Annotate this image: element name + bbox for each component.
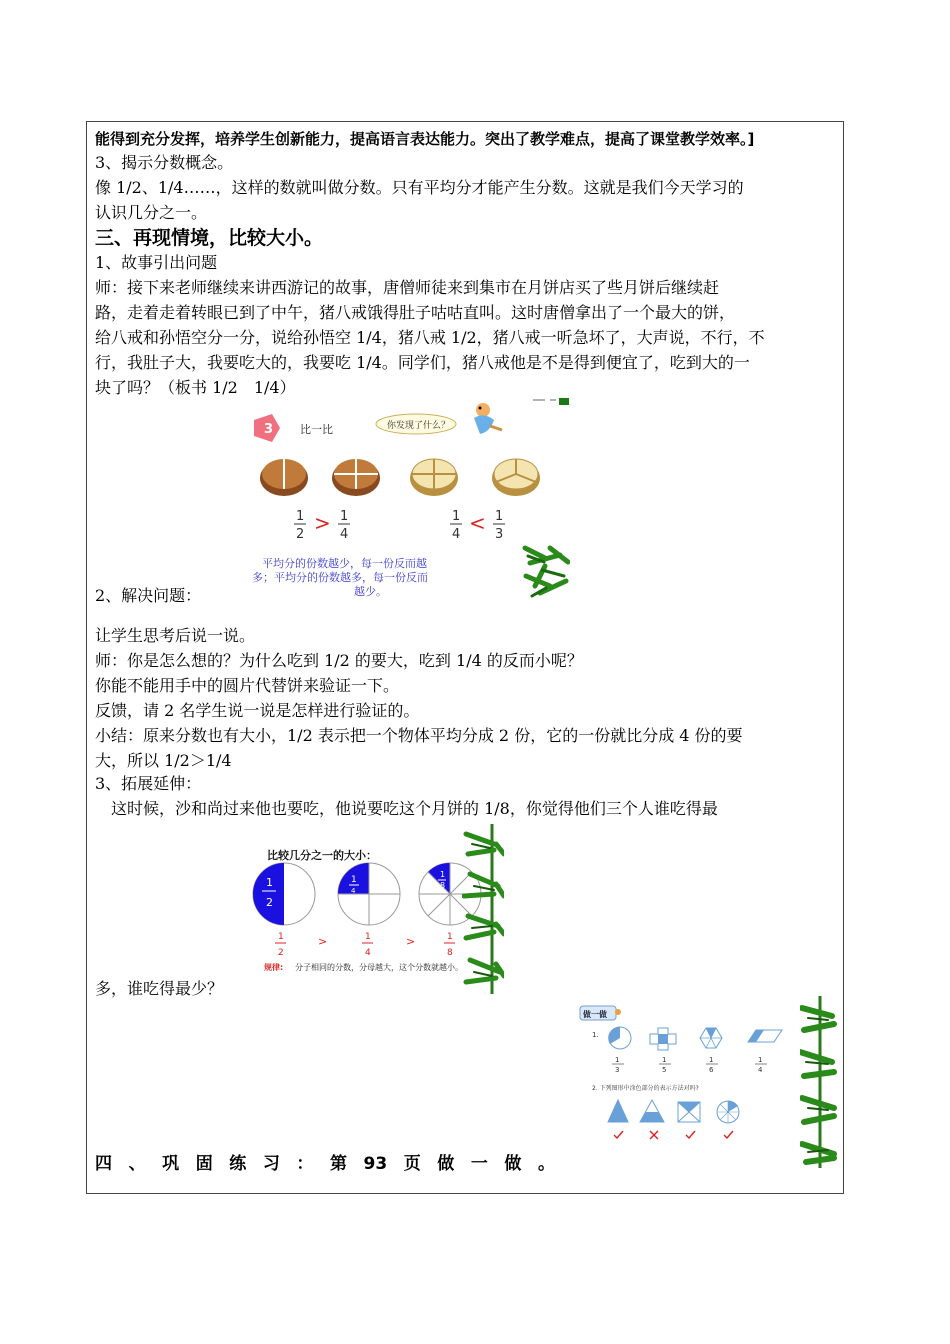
fraction-den: 2 [296,527,305,542]
text-line: 这时候，沙和尚过来他也要吃，他说要吃这个月饼的 1/8，你觉得他们三个人谁吃得最 [95,799,718,818]
svg-text:8: 8 [440,881,446,890]
svg-text:1: 1 [615,1056,620,1064]
svg-text:1.: 1. [592,1031,599,1039]
text-line: 2、解决问题： [95,586,202,605]
svg-text:1: 1 [351,875,357,885]
practice-heading-char: 习 [262,1154,280,1174]
text-line: 1、故事引出问题 [95,253,218,272]
circle-thirds-shape [608,1027,631,1049]
svg-text:1: 1 [662,1056,667,1064]
bamboo-leaves-icon [462,824,504,994]
mooncake-quarter-icon [332,459,380,496]
text-line: 大，所以 1/2＞1/4 [95,751,232,770]
exercise-figure [578,1000,798,1145]
practice-heading-char: 页 [403,1154,421,1174]
practice-heading-char: 一 [470,1154,488,1174]
bubble-text: 你发现了什么？ [387,421,451,431]
compare-sign: > [314,511,331,535]
fraction-num: 1 [495,509,504,524]
fraction-den: 2 [278,948,284,958]
rule-label: 规律: [264,963,284,972]
text-line: 反馈，请 2 名学生说一说是怎样进行验证的。 [95,701,420,720]
square-x-shape [678,1102,700,1122]
svg-text:2: 2 [266,896,273,909]
svg-text:4: 4 [351,887,356,895]
fraction-num: 1 [278,932,284,942]
fraction-den: 4 [340,527,349,542]
badge-number: 3 [264,422,274,437]
practice-heading-char: ： [296,1154,314,1174]
bamboo-leaves-icon [800,996,838,1168]
compare-sign: > [318,935,328,948]
compare-title: 比一比 [300,423,333,436]
rule-note: 越少。 [354,585,387,598]
practice-heading [95,1152,555,1176]
text-line: 给八戒和孙悟空分一分，说给孙悟空 1/4，猪八戒 1/2，猪八戒一听急坏了，大声说，不行，不 [95,328,765,347]
text-line: 路，走着走着转眼已到了中午，猪八戒饿得肚子咕咕直叫。这时唐僧拿出了一个最大的饼， [95,303,736,322]
practice-heading-char: 、 [128,1154,146,1174]
svg-text:1: 1 [266,876,273,889]
text-line: 师：接下来老师继续来讲西游记的故事，唐僧师徒来到集市在月饼店买了些月饼后继续赶 [95,278,720,297]
fraction-den: 4 [452,527,461,542]
figure-title: 比较几分之一的大小： [267,849,377,862]
fraction-den: 8 [447,948,453,958]
svg-text:1: 1 [709,1056,714,1064]
text-line: 块了吗？（板书 1/2 1/4） [95,378,296,397]
parallelogram-shape [748,1030,782,1042]
svg-text:1: 1 [758,1056,763,1064]
hexagon-shape [700,1028,722,1048]
text-line: 像 1/2、1/4……，这样的数就叫做分数。只有平均分才能产生分数。这就是我们今天学习的 [95,178,744,197]
rule-note: 平均分的份数越少，每一份反而越 [262,557,427,570]
practice-heading-char: 四 [95,1154,112,1174]
cross-shape [650,1028,676,1050]
svg-text:5: 5 [662,1066,667,1074]
circle-quarter [338,863,400,925]
compare-sign: > [406,935,416,948]
text-line: 让学生思考后说一说。 [95,626,256,645]
check-marks [614,1131,733,1139]
practice-heading-char: 93 [363,1154,388,1174]
practice-heading-char: 巩 [162,1154,180,1174]
text-line: 小结：原来分数也有大小，1/2 表示把一个物体平均分成 2 份，它的一份就比分成 4 份的要 [95,726,743,745]
svg-text:4: 4 [758,1066,763,1074]
fraction-num: 1 [447,932,453,942]
fraction-num: 1 [340,509,349,524]
circle-sixths-shape [717,1101,739,1123]
circle-half [253,863,315,925]
practice-heading-char: 固 [195,1154,213,1174]
text-line: 师：你是怎么想的？为什么吃到 1/2 的要大，吃到 1/4 的反而小呢？ [95,651,583,670]
pencil-icon [615,1009,621,1015]
svg-text:3: 3 [615,1066,620,1074]
section-heading: 三、再现情境，比较大小。 [95,227,324,249]
text-line: 行，我肚子大，我要吃大的，我要吃 1/4。同学们，猪八戒他是不是得到便宜了，吃到大的一 [95,353,750,372]
fraction-num: 1 [452,509,461,524]
svg-text:1: 1 [440,870,446,879]
compare-sign: < [469,511,486,535]
fraction-num: 1 [365,932,371,942]
svg-text:2. 下列图形中涂色部分的表示方法对吗?: 2. 下列图形中涂色部分的表示方法对吗? [592,1085,699,1092]
practice-heading-char: 做 [437,1154,455,1174]
rule-note: 多；平均分的份数越多，每一份反而 [252,571,428,584]
svg-text:6: 6 [709,1066,714,1074]
fraction-den: 4 [365,948,371,958]
practice-heading-char: 第 [329,1154,347,1174]
text-line: 3、揭示分数概念。 [95,153,234,172]
mooncake-half-icon [260,459,308,496]
practice-heading-char: 做 [504,1154,522,1174]
practice-heading-char: 。 [537,1154,555,1174]
rule-text: 分子相同的分数，分母越大，这个分数就越小。 [295,963,463,972]
mooncake-comparison-figure [250,398,570,601]
mooncake-quarter-outline-icon [410,459,458,496]
svg-text:做一做: 做一做 [583,1010,607,1019]
text-line: 认识几分之一。 [95,203,208,222]
fraction-den: 3 [495,527,504,542]
text-line: 3、拓展延伸： [95,774,202,793]
text-line: 多，谁吃得最少？ [95,979,224,998]
triangle-shape [608,1100,628,1122]
triangle-split-shape [640,1100,664,1122]
mooncake-third-outline-icon [492,459,540,496]
text-line: 能得到充分发挥，培养学生创新能力，提高语言表达能力。突出了教学难点，提高了课堂教学效率。] [95,130,755,148]
text-line: 你能不能用手中的圆片代替饼来验证一下。 [95,676,400,695]
practice-heading-char: 练 [229,1154,247,1174]
monkey-character-icon [474,403,502,434]
fraction-num: 1 [296,509,305,524]
